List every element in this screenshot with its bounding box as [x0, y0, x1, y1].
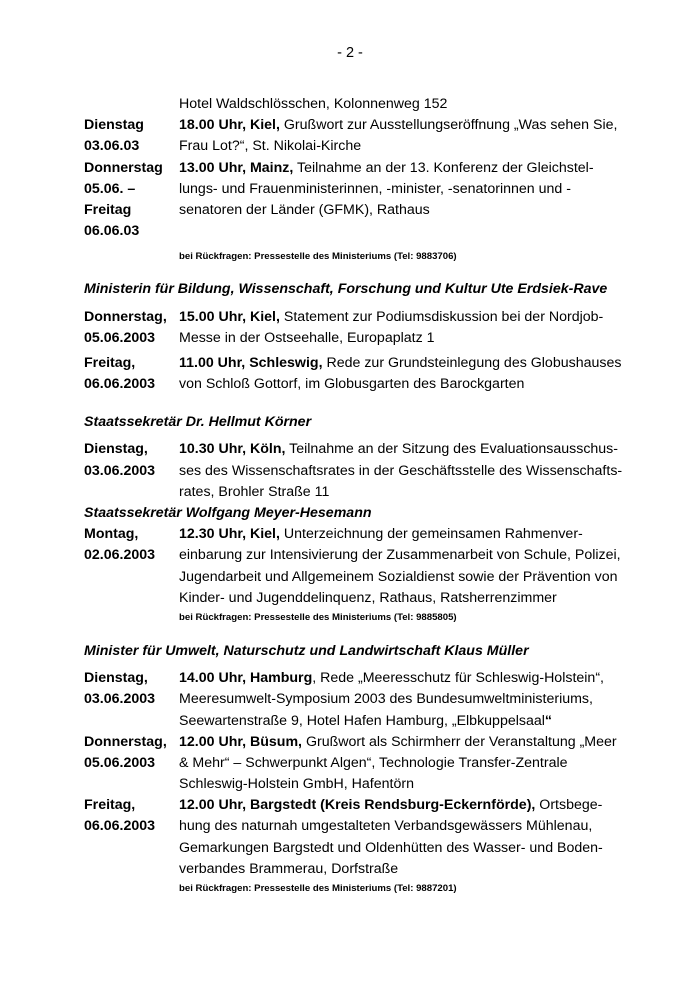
entry-date: Freitag, — [84, 354, 136, 371]
entry-time-location: 12.00 Uhr, Bargstedt (Kreis Rendsburg-Eckernförde), — [179, 797, 536, 814]
entry-text: Ortsbege- — [535, 797, 603, 814]
entry-date: Freitag — [84, 201, 132, 218]
closing-quote: “ — [544, 712, 553, 729]
entry-time-location: 10.30 Uhr, Köln, — [179, 441, 286, 458]
entry-date: 05.06.2003 — [84, 754, 156, 771]
entry-text: Statement zur Podiumsdiskussion bei der Nordjob- — [279, 308, 604, 325]
entry-date: Dienstag, — [84, 441, 148, 458]
contact-note: bei Rückfragen: Pressestelle des Ministeriums (Tel: 9885805) — [179, 611, 457, 623]
entry-date: 03.06.2003 — [84, 462, 156, 479]
entry-line — [84, 482, 624, 503]
entry-text: Frau Lot?“, St. Nikolai-Kirche — [179, 138, 362, 155]
entry-line — [84, 711, 624, 732]
entry-line — [84, 115, 624, 136]
entry-line — [84, 221, 624, 242]
entry-text: Kinder- und Jugenddelinquenz, Rathaus, Ratsherrenzimmer — [179, 589, 557, 606]
entry-text: Seewartenstraße 9, Hotel Hafen Hamburg, „Elbkuppelsaal — [179, 712, 545, 729]
entry-date: 03.06.03 — [84, 138, 140, 155]
entry-time-location: 12.00 Uhr, Büsum, — [179, 733, 303, 750]
entry-line — [84, 158, 624, 179]
entry-line — [84, 328, 624, 349]
entry-time-location: 14.00 Uhr, Hamburg — [179, 670, 313, 687]
entry-text: einbarung zur Intensivierung der Zusammenarbeit von Schule, Polizei, — [179, 547, 621, 564]
entry-date: Dienstag — [84, 117, 144, 134]
entry-line — [84, 439, 624, 460]
entry-text: Grußwort als Schirmherr der Veranstaltung „Meer — [302, 733, 617, 750]
entry-date: 05.06. – — [84, 180, 136, 197]
entry-line — [84, 179, 624, 200]
entry-line — [84, 461, 624, 482]
page-number: - 2 - — [337, 45, 363, 61]
entry-text: Rede zur Grundsteinlegung des Globushauses — [322, 354, 622, 371]
section-heading: Staatssekretär Dr. Hellmut Körner — [84, 414, 312, 431]
entry-text: von Schloß Gottorf, im Globusgarten des Barockgarten — [179, 376, 525, 393]
contact-note: bei Rückfragen: Pressestelle des Ministeriums (Tel: 9883706) — [179, 251, 457, 263]
entry-line — [84, 307, 624, 328]
entry-text: Hotel Waldschlösschen, Kolonnenweg 152 — [179, 96, 448, 112]
entry-line — [84, 732, 624, 753]
entry-text: Jugendarbeit und Allgemeinem Sozialdienst sowie der Prävention von — [179, 568, 618, 585]
entry-text: Schleswig-Holstein GmbH, Hafentörn — [179, 776, 414, 793]
entry-line — [84, 524, 624, 545]
entry-text: , Rede „Meeresschutz für Schleswig-Holstein“, — [312, 670, 604, 687]
entry-line — [84, 200, 624, 221]
entry-line — [84, 689, 624, 710]
entry-text: Meeresumwelt-Symposium 2003 des Bundesumweltministeriums, — [179, 691, 593, 708]
entry-time-location: 13.00 Uhr, Mainz, — [179, 159, 294, 176]
entry-line — [84, 588, 624, 609]
entry-date: 05.06.2003 — [84, 329, 156, 346]
contact-note: bei Rückfragen: Pressestelle des Ministeriums (Tel: 9887201) — [179, 883, 457, 894]
entry-time-location: 18.00 Uhr, Kiel, — [179, 117, 280, 134]
entry-line — [84, 353, 624, 374]
entry-date: Dienstag, — [84, 670, 148, 687]
entry-date: Montag, — [84, 526, 139, 543]
entry-date: Donnerstag — [84, 159, 163, 176]
entry-line — [84, 374, 624, 395]
entry-text: Unterzeichnung der gemeinsamen Rahmenver- — [279, 526, 583, 543]
entry-line — [84, 545, 624, 566]
entry-time-location: 11.00 Uhr, Schleswig, — [179, 354, 323, 371]
entry-text: Messe in der Ostseehalle, Europaplatz 1 — [179, 329, 435, 346]
entry-date: 06.06.2003 — [84, 818, 156, 835]
entry-text: Grußwort zur Ausstellungseröffnung „Was sehen Sie, — [279, 117, 618, 134]
entry-date: Freitag, — [84, 797, 136, 814]
entry-text: verbandes Brammerau, Dorfstraße — [179, 860, 399, 877]
entry-text: Gemarkungen Bargstedt und Oldenhütten des Wasser- und Boden- — [179, 839, 603, 856]
entry-text: Teilnahme an der 13. Konferenz der Gleichstel- — [293, 159, 594, 176]
entry-line — [84, 753, 624, 774]
entry-date: 03.06.2003 — [84, 691, 156, 708]
entry-line — [84, 668, 624, 689]
entry-text: lungs- und Frauenministerinnen, -minister, -senatorinnen und - — [179, 180, 571, 197]
entry-date: 02.06.2003 — [84, 547, 156, 564]
section-heading: Staatssekretär Wolfgang Meyer-Hesemann — [84, 505, 372, 521]
document-body — [84, 94, 624, 898]
entry-line — [84, 838, 624, 859]
entry-line — [84, 774, 624, 795]
entry-text: hung des naturnah umgestalteten Verbandsgewässers Mühlenau, — [179, 818, 593, 835]
section-heading: Minister für Umwelt, Naturschutz und Landwirtschaft Klaus Müller — [84, 642, 529, 659]
entry-line — [84, 859, 624, 880]
entry-date: Donnerstag, — [84, 733, 167, 750]
entry-time-location: 15.00 Uhr, Kiel, — [179, 308, 280, 325]
entry-text: & Mehr“ – Schwerpunkt Algen“, Technologie Transfer-Zentrale — [179, 754, 568, 771]
entry-line — [84, 795, 624, 816]
entry-date: Donnerstag, — [84, 308, 167, 325]
entry-text: senatoren der Länder (GFMK), Rathaus — [179, 201, 430, 218]
entry-text: rates, Brohler Straße 11 — [179, 483, 330, 500]
section-heading: Ministerin für Bildung, Wissenschaft, Forschung und Kultur Ute Erdsiek-Rave — [84, 281, 608, 298]
entry-time-location: 12.30 Uhr, Kiel, — [179, 526, 280, 543]
entry-line — [84, 567, 624, 588]
entry-text: ses des Wissenschaftsrates in der Geschäftsstelle des Wissenschafts- — [179, 462, 623, 479]
entry-line — [84, 136, 624, 157]
entry-line — [84, 816, 624, 837]
entry-date: 06.06.03 — [84, 223, 140, 240]
entry-date: 06.06.2003 — [84, 376, 156, 393]
entry-line — [84, 94, 624, 115]
entry-text: Teilnahme an der Sitzung des Evaluationsausschus- — [285, 441, 619, 458]
